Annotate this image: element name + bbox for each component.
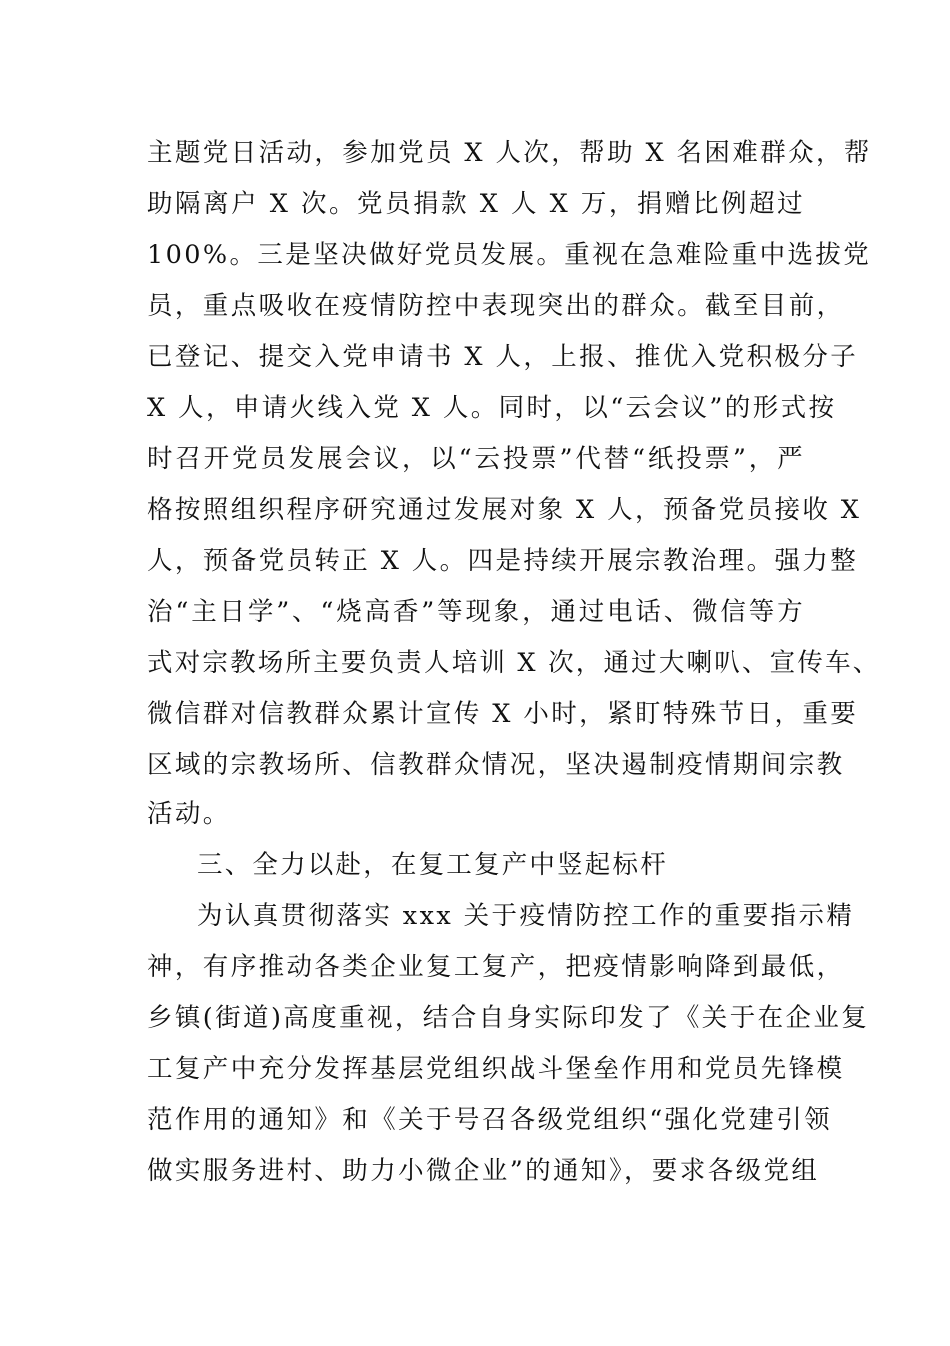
body-text-line: 式对宗教场所主要负责人培训 X 次，通过大喇叭、宣传车、 — [147, 648, 881, 678]
section-heading: 三、全力以赴，在复工复产中竖起标杆 — [197, 850, 668, 880]
body-text-line: 时召开党员发展会议，以“云投票”代替“纸投票”，严 — [147, 444, 805, 474]
paragraph-first-line: 为认真贯彻落实 xxx 关于疫情防控工作的重要指示精 — [197, 901, 855, 931]
body-text-line: 已登记、提交入党申请书 X 人，上报、推优入党积极分子 — [147, 342, 859, 372]
body-text-line: 神，有序推动各类企业复工复产，把疫情影响降到最低， — [147, 952, 845, 982]
body-text-line: 区域的宗教场所、信教群众情况，坚决遏制疫情期间宗教 — [147, 750, 845, 780]
body-text-line: 员，重点吸收在疫情防控中表现突出的群众。截至目前， — [147, 291, 845, 321]
body-text-line: 范作用的通知》和《关于号召各级党组织“强化党建引领 — [147, 1105, 833, 1135]
body-text-line: X 人，申请火线入党 X 人。同时，以“云会议”的形式按 — [147, 393, 837, 423]
body-text-line: 人，预备党员转正 X 人。四是持续开展宗教治理。强力整 — [147, 546, 859, 576]
body-text-line: 活动。 — [147, 799, 231, 829]
body-text-line: 做实服务进村、助力小微企业”的通知》，要求各级党组 — [147, 1156, 820, 1186]
body-text-line: 治“主日学”、“烧高香”等现象，通过电话、微信等方 — [147, 597, 805, 627]
body-text-line: 乡镇(街道)高度重视，结合自身实际印发了《关于在企业复 — [147, 1003, 870, 1033]
body-text-line: 100%。三是坚决做好党员发展。重视在急难险重中选拔党 — [147, 240, 872, 270]
body-text-line: 工复产中充分发挥基层党组织战斗堡垒作用和党员先锋模 — [147, 1054, 845, 1084]
body-text-line: 微信群对信教群众累计宣传 X 小时，紧盯特殊节日，重要 — [147, 699, 859, 729]
body-text-line: 格按照组织程序研究通过发展对象 X 人，预备党员接收 X — [147, 495, 862, 525]
body-text-line: 助隔离户 X 次。党员捐款 X 人 X 万，捐赠比例超过 — [147, 189, 805, 219]
body-text-line: 主题党日活动，参加党员 X 人次，帮助 X 名困难群众，帮 — [147, 138, 872, 168]
